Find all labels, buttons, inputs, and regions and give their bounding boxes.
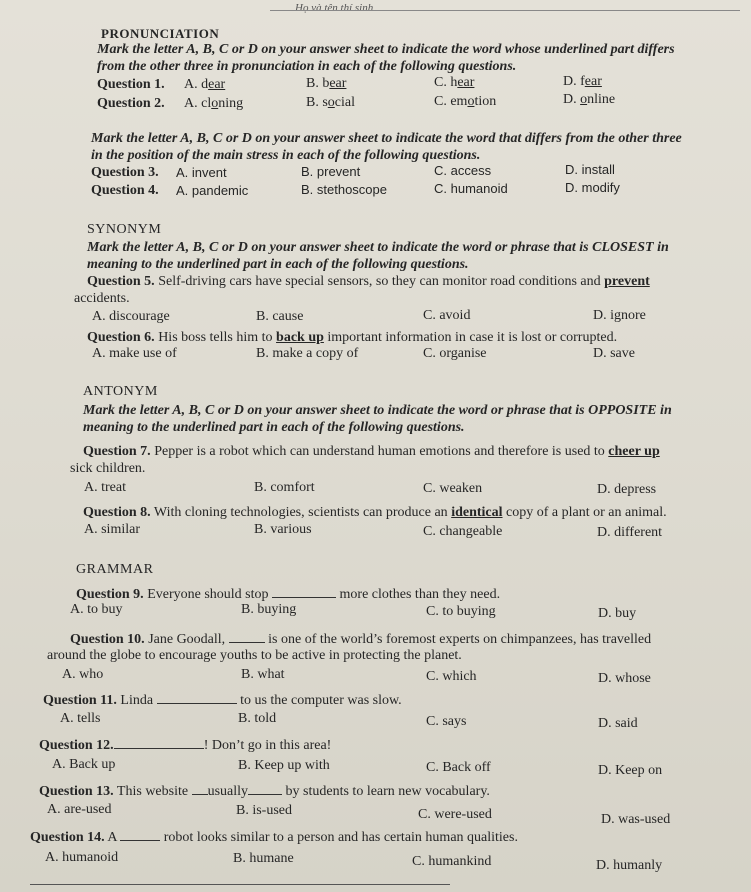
question-5-stem: Question 5. Self-driving cars have special sensors, so they can monitor road conditions and prevent	[87, 274, 650, 289]
question-5-option-c: C. avoid	[423, 308, 471, 323]
question-1-option-d: D. fear	[563, 74, 602, 89]
question-6-option-c: C. organise	[423, 346, 487, 361]
question-11-option-c: C. says	[426, 714, 467, 729]
answer-blank	[157, 691, 237, 704]
stress-instruction-2: in the position of the main stress in each of the following questions.	[91, 148, 481, 163]
question-14-stem: Question 14. A robot looks similar to a person and has certain human qualities.	[30, 830, 518, 845]
section-title-grammar: GRAMMAR	[76, 562, 154, 577]
question-4-option-c: C. humanoid	[434, 181, 508, 196]
question-6-option-a: A. make use of	[92, 346, 177, 361]
question-14-option-a: A. humanoid	[45, 850, 119, 865]
question-9-option-c: C. to buying	[426, 604, 496, 619]
question-9-option-b: B. buying	[241, 602, 297, 617]
answer-blank	[192, 782, 208, 795]
question-4-option-b: B. stethoscope	[301, 182, 387, 197]
question-5-option-a: A. discourage	[92, 309, 170, 324]
question-7-option-d: D. depress	[597, 482, 657, 497]
question-1-option-a: A. dear	[184, 77, 226, 92]
synonym-instruction-2: meaning to the underlined part in each of the following questions.	[87, 257, 469, 272]
question-2-option-d: D. online	[563, 92, 616, 107]
question-10-option-b: B. what	[241, 667, 285, 682]
question-10-stem: Question 10. Jane Goodall, is one of the world’s foremost experts on chimpanzees, has travelled	[70, 632, 652, 647]
question-9-option-a: A. to buy	[70, 602, 123, 617]
answer-blank	[114, 736, 204, 749]
question-11-option-d: D. said	[598, 716, 638, 731]
question-1-option-c: C. hear	[434, 75, 475, 90]
question-13-option-d: D. was-used	[601, 812, 671, 827]
question-8-option-d: D. different	[597, 525, 663, 540]
section-title-synonym: SYNONYM	[87, 222, 162, 237]
question-12-option-d: D. Keep on	[598, 763, 663, 778]
question-12-option-c: C. Back off	[426, 760, 491, 775]
pronunciation-instruction-1: Mark the letter A, B, C or D on your answer sheet to indicate the word whose underlined part differs	[97, 42, 675, 57]
synonym-instruction-1: Mark the letter A, B, C or D on your answer sheet to indicate the word or phrase that is CLOSEST in	[87, 240, 669, 255]
question-10-option-c: C. which	[426, 669, 477, 684]
question-5-option-d: D. ignore	[593, 308, 646, 323]
question-7-option-b: B. comfort	[254, 480, 315, 495]
question-2-option-b: B. social	[306, 95, 356, 110]
question-13-option-c: C. were-used	[418, 807, 492, 822]
question-14-option-b: B. humane	[233, 851, 294, 866]
question-8-stem: Question 8. With cloning technologies, scientists can produce an identical copy of a plant or an animal.	[83, 505, 667, 520]
question-13-option-a: A. are-used	[47, 802, 112, 817]
question-5-stem-cont: accidents.	[74, 291, 130, 306]
pronunciation-instruction-2: from the other three in pronunciation in each of the following questions.	[97, 59, 517, 74]
antonym-instruction-1: Mark the letter A, B, C or D on your answer sheet to indicate the word or phrase that is OPPOSITE in	[83, 403, 672, 418]
student-name-label: Họ và tên thí sinh	[295, 2, 374, 14]
question-2-option-a: A. cloning	[184, 96, 244, 111]
footer-divider	[30, 884, 450, 885]
question-13-option-b: B. is-used	[236, 803, 292, 818]
question-11-option-b: B. told	[238, 711, 277, 726]
question-6-stem: Question 6. His boss tells him to back up important information in case it is lost or corrupted.	[87, 330, 618, 345]
question-6-option-b: B. make a copy of	[256, 346, 359, 361]
name-line-divider	[270, 10, 740, 11]
section-title-pronunciation: PRONUNCIATION	[101, 26, 220, 41]
question-7-option-c: C. weaken	[423, 481, 483, 496]
question-1-label: Question 1.	[97, 77, 165, 92]
question-4-label: Question 4.	[91, 183, 159, 198]
question-3-label: Question 3.	[91, 165, 159, 180]
question-5-option-b: B. cause	[256, 309, 304, 324]
question-3-option-d: D. install	[565, 162, 615, 177]
question-3-option-c: C. access	[434, 163, 492, 178]
question-12-option-b: B. Keep up with	[238, 758, 330, 773]
question-8-option-c: C. changeable	[423, 524, 503, 539]
antonym-instruction-2: meaning to the underlined part in each of the following questions.	[83, 420, 465, 435]
question-10-option-a: A. who	[62, 667, 104, 682]
question-4-option-a: A. pandemic	[176, 183, 249, 198]
question-3-option-b: B. prevent	[301, 164, 361, 179]
answer-blank	[272, 585, 336, 598]
question-12-stem: Question 12. ! Don’t go in this area!	[39, 738, 332, 753]
answer-blank	[248, 782, 282, 795]
question-3-option-a: A. invent	[176, 165, 227, 180]
stress-instruction-1: Mark the letter A, B, C or D on your answer sheet to indicate the word that differs from the other three	[91, 131, 682, 146]
question-6-option-d: D. save	[593, 346, 635, 361]
question-12-option-a: A. Back up	[52, 757, 116, 772]
question-7-stem: Question 7. Pepper is a robot which can understand human emotions and therefore is used to cheer up	[83, 444, 660, 459]
question-2-option-c: C. emotion	[434, 94, 497, 109]
question-13-stem: Question 13. This website usually by students to learn new vocabulary.	[39, 784, 490, 799]
question-7-option-a: A. treat	[84, 480, 126, 495]
answer-blank	[229, 630, 265, 643]
question-9-option-d: D. buy	[598, 606, 637, 621]
question-9-stem: Question 9. Everyone should stop more clothes than they need.	[76, 587, 501, 602]
section-title-antonym: ANTONYM	[83, 384, 158, 399]
question-10-option-d: D. whose	[598, 671, 651, 686]
question-10-stem-cont: around the globe to encourage youths to be active in protecting the planet.	[47, 648, 462, 663]
answer-blank	[120, 828, 160, 841]
question-4-option-d: D. modify	[565, 180, 620, 195]
question-2-label: Question 2.	[97, 96, 165, 111]
question-7-stem-cont: sick children.	[70, 461, 146, 476]
question-8-option-b: B. various	[254, 522, 312, 537]
question-14-option-c: C. humankind	[412, 854, 492, 869]
question-14-option-d: D. humanly	[596, 858, 663, 873]
question-11-stem: Question 11. Linda to us the computer was slow.	[43, 693, 402, 708]
question-1-option-b: B. bear	[306, 76, 347, 91]
question-8-option-a: A. similar	[84, 522, 140, 537]
question-11-option-a: A. tells	[60, 711, 101, 726]
